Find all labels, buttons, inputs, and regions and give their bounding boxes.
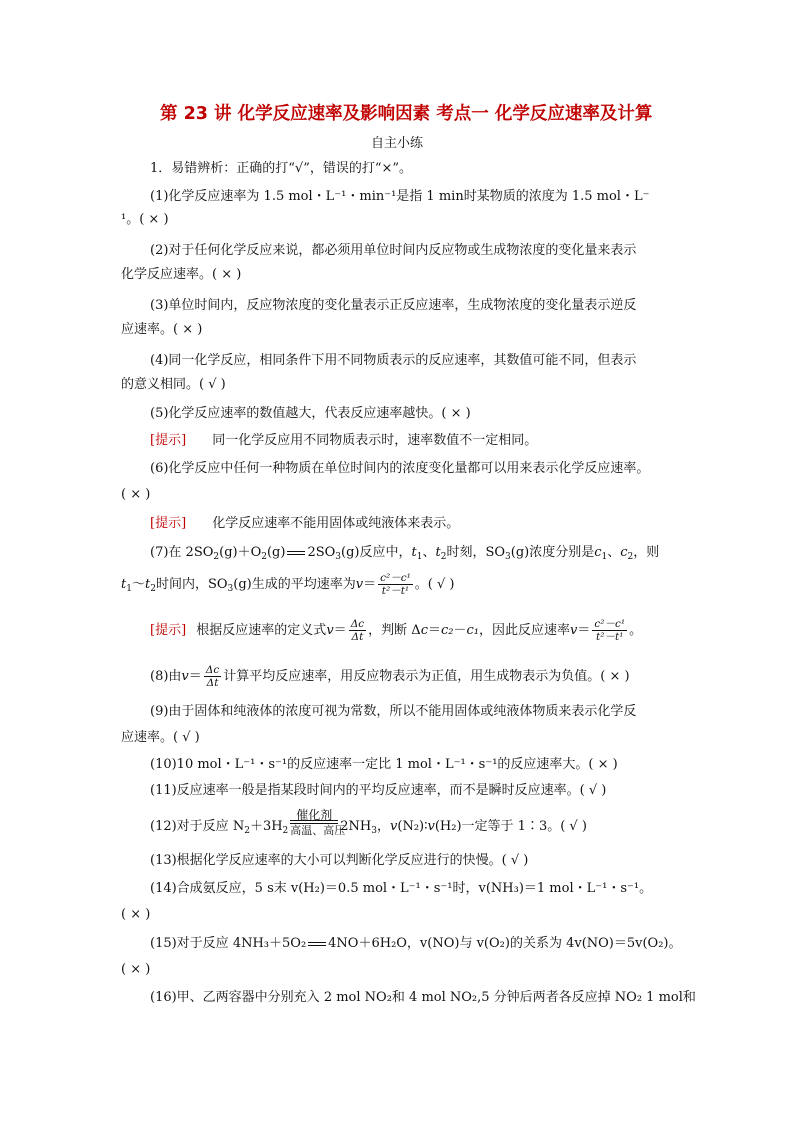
tip-text: 化学反应速率不能用固体或纯液体来表示。: [212, 516, 460, 531]
q12-text: ，: [377, 819, 391, 834]
reversible-arrow: [287, 551, 305, 555]
q10-line: (10)10 mol・L⁻¹・s⁻¹的反应速率一定比 1 mol・L⁻¹・s⁻¹的反应速率大。( × ): [150, 757, 618, 772]
q7-text: ，则: [633, 545, 660, 560]
q6-line-a: (6)化学反应中任何一种物质在单位时间内的浓度变化量都可以用来表示化学反应速率。: [150, 461, 650, 476]
tip-text: ＝: [427, 623, 441, 638]
q8-text: ＝: [188, 669, 202, 684]
q12-var: v: [390, 819, 398, 834]
q7-text: 时间内，SO: [155, 577, 228, 592]
fraction: [378, 572, 413, 597]
fraction: [592, 618, 627, 643]
q7-text: 。( √ ): [414, 577, 455, 592]
q7-var: v: [355, 577, 364, 592]
q4-line-a: (4)同一化学反应，相同条件下用不同物质表示的反应速率，其数值可能不同，但表示: [150, 353, 637, 368]
subscript: 2: [627, 552, 634, 562]
fraction: [204, 664, 221, 689]
fraction-denominator: Δt: [351, 631, 364, 643]
q4-line-b: 的意义相同。( √ ): [121, 377, 226, 392]
tip-text: 根据反应速率的定义式: [196, 623, 327, 638]
reaction-arrow: [290, 807, 346, 837]
tip-text: ，因此反应速率: [479, 623, 571, 638]
q15-line-a: [150, 935, 682, 953]
tip-text: ＝: [577, 623, 591, 638]
q7-line-a: [150, 544, 659, 566]
q2-line-b: 化学反应速率。( × ): [121, 267, 242, 282]
tip-var: v: [570, 623, 578, 638]
q8-text: 计算平均反应速率，用反应物表示为正值，用生成物表示为负值。( × ): [223, 669, 630, 684]
q12-var: v: [427, 819, 435, 834]
fraction-numerator: c²－c¹: [380, 572, 411, 584]
q7-var: c: [594, 545, 602, 560]
q7-text: ＝: [363, 577, 377, 592]
tip-var: c: [420, 623, 428, 638]
q14-line-b: ( × ): [121, 907, 151, 922]
q16-line: (16)甲、乙两容器中分别充入 2 mol NO₂和 4 mol NO₂,5 分钟后两者各反应掉 NO₂ 1 mol和: [150, 990, 696, 1005]
subscript: 2: [244, 826, 250, 836]
tip-label: [提示]: [150, 516, 187, 531]
q7-var: t: [121, 577, 127, 592]
q1-line-b: ¹。( × ): [121, 212, 169, 227]
intro-line: 1．易错辨析：正确的打“√”，错误的打“×”。: [150, 161, 413, 176]
subscript: 3: [335, 552, 342, 562]
q7-text: 、: [422, 545, 436, 560]
q7-line-b: [121, 572, 455, 598]
q7-text: (g): [266, 545, 286, 560]
fraction: [349, 618, 366, 643]
fraction-denominator: t²－t¹: [381, 585, 410, 597]
q7-var: c: [620, 545, 628, 560]
page-title: 第 23 讲 化学反应速率及影响因素 考点一 化学反应速率及计算: [160, 104, 653, 124]
tip-text: －: [453, 623, 467, 638]
q7-text: (g)＋O: [219, 545, 262, 560]
q9-line-a: (9)由于固体和纯液体的浓度可视为常数，所以不能用固体或纯液体物质来表示化学反: [150, 704, 637, 719]
tip-text: 同一化学反应用不同物质表示时，速率数值不一定相同。: [212, 433, 538, 448]
q7-text: 2SO: [307, 545, 336, 560]
q8-line: [150, 664, 630, 689]
q12-text: (N₂)∶: [397, 819, 428, 834]
tip-var: v: [326, 623, 334, 638]
subscript: 2: [440, 552, 447, 562]
fraction-denominator: Δt: [206, 677, 219, 689]
tip5-line: [150, 432, 537, 450]
q12-line: [150, 807, 587, 840]
subscript: 1: [126, 584, 132, 594]
subscript: 3: [505, 552, 511, 562]
tip-label: [提示]: [150, 623, 187, 638]
tip-label: [提示]: [150, 433, 187, 448]
q9-line-b: 应速率。( √ ): [121, 730, 200, 745]
q12-text: (H₂)一定等于 1∶3。( √ ): [434, 819, 587, 834]
tip-var: c₂: [440, 623, 454, 638]
fraction-denominator: t²－t¹: [596, 631, 624, 643]
q12-text: 2NH: [340, 819, 372, 834]
subscript: 2: [150, 584, 156, 594]
q11-line: (11)反应速率一般是指某段时间内的平均反应速率，而不是瞬时反应速率。( √ ): [150, 783, 607, 798]
q7-text: (g)浓度分别是: [510, 545, 595, 560]
section-subtitle: 自主小练: [370, 136, 423, 151]
tip7-line: [150, 618, 642, 643]
subscript: 1: [416, 552, 423, 562]
q15-text: (15)对于反应 4NH₃＋5O₂: [150, 936, 307, 951]
q7-text: (g)生成的平均速率为: [233, 577, 356, 592]
q7-var: t: [144, 577, 151, 592]
subscript: 3: [227, 584, 234, 594]
tip-text: 。: [629, 623, 643, 638]
catalyst-label: 催化剂: [296, 807, 333, 822]
q15-text: 4NO＋6H₂O，v(NO)与 v(O₂)的关系为 4v(NO)＝5v(O₂)。: [328, 936, 682, 951]
q6-line-b: ( × ): [121, 487, 151, 502]
subscript: 1: [601, 552, 608, 562]
q12-text: (12)对于反应 N: [150, 819, 245, 834]
q7-text: 、: [607, 545, 621, 560]
q3-line-b: 应速率。( × ): [121, 322, 203, 337]
fraction-numerator: Δc: [350, 618, 365, 630]
q5-line: (5)化学反应速率的数值越大，代表反应速率越快。( × ): [150, 406, 471, 421]
q8-var: v: [181, 669, 189, 684]
q7-text: ～: [131, 577, 145, 592]
subscript: 2: [213, 552, 220, 562]
q7-text: (g)反应中，: [341, 545, 412, 560]
q7-var: t: [411, 545, 417, 560]
q7-var: t: [435, 545, 441, 560]
q12-text: ＋3H: [249, 819, 283, 834]
q13-line: (13)根据化学反应速率的大小可以判断化学反应进行的快慢。( √ ): [150, 853, 529, 868]
subscript: 2: [261, 552, 267, 562]
q7-text: (7)在 2SO: [150, 545, 214, 560]
q1-line-a: (1)化学反应速率为 1.5 mol・L⁻¹・min⁻¹是指 1 min时某物质的浓度为 1.5 mol・L⁻: [150, 189, 650, 204]
tip-text: ＝: [333, 623, 347, 638]
q14-line-a: (14)合成氨反应，5 s末 v(H₂)＝0.5 mol・L⁻¹・s⁻¹时，v(NH₃)＝1 mol・L⁻¹・s⁻¹。: [150, 881, 653, 896]
q7-text: 时刻，SO: [446, 545, 506, 560]
condition-label: 高温、高压: [290, 823, 346, 837]
q15-line-b: ( × ): [121, 962, 151, 977]
q2-line-a: (2)对于任何化学反应来说，都必须用单位时间内反应物或生成物浓度的变化量来表示: [150, 243, 637, 258]
subscript: 2: [282, 826, 289, 836]
fraction-numerator: Δc: [205, 664, 220, 676]
tip-text: ，判断 Δ: [368, 623, 421, 638]
tip-var: c₁: [466, 623, 479, 638]
equals-arrow: [308, 942, 326, 946]
tip6-line: [150, 515, 459, 533]
fraction-numerator: c²－c¹: [594, 618, 626, 630]
q3-line-a: (3)单位时间内，反应物浓度的变化量表示正反应速率，生成物浓度的变化量表示逆反: [150, 298, 637, 313]
subscript: 3: [371, 826, 377, 836]
q8-text: (8)由: [150, 669, 182, 684]
